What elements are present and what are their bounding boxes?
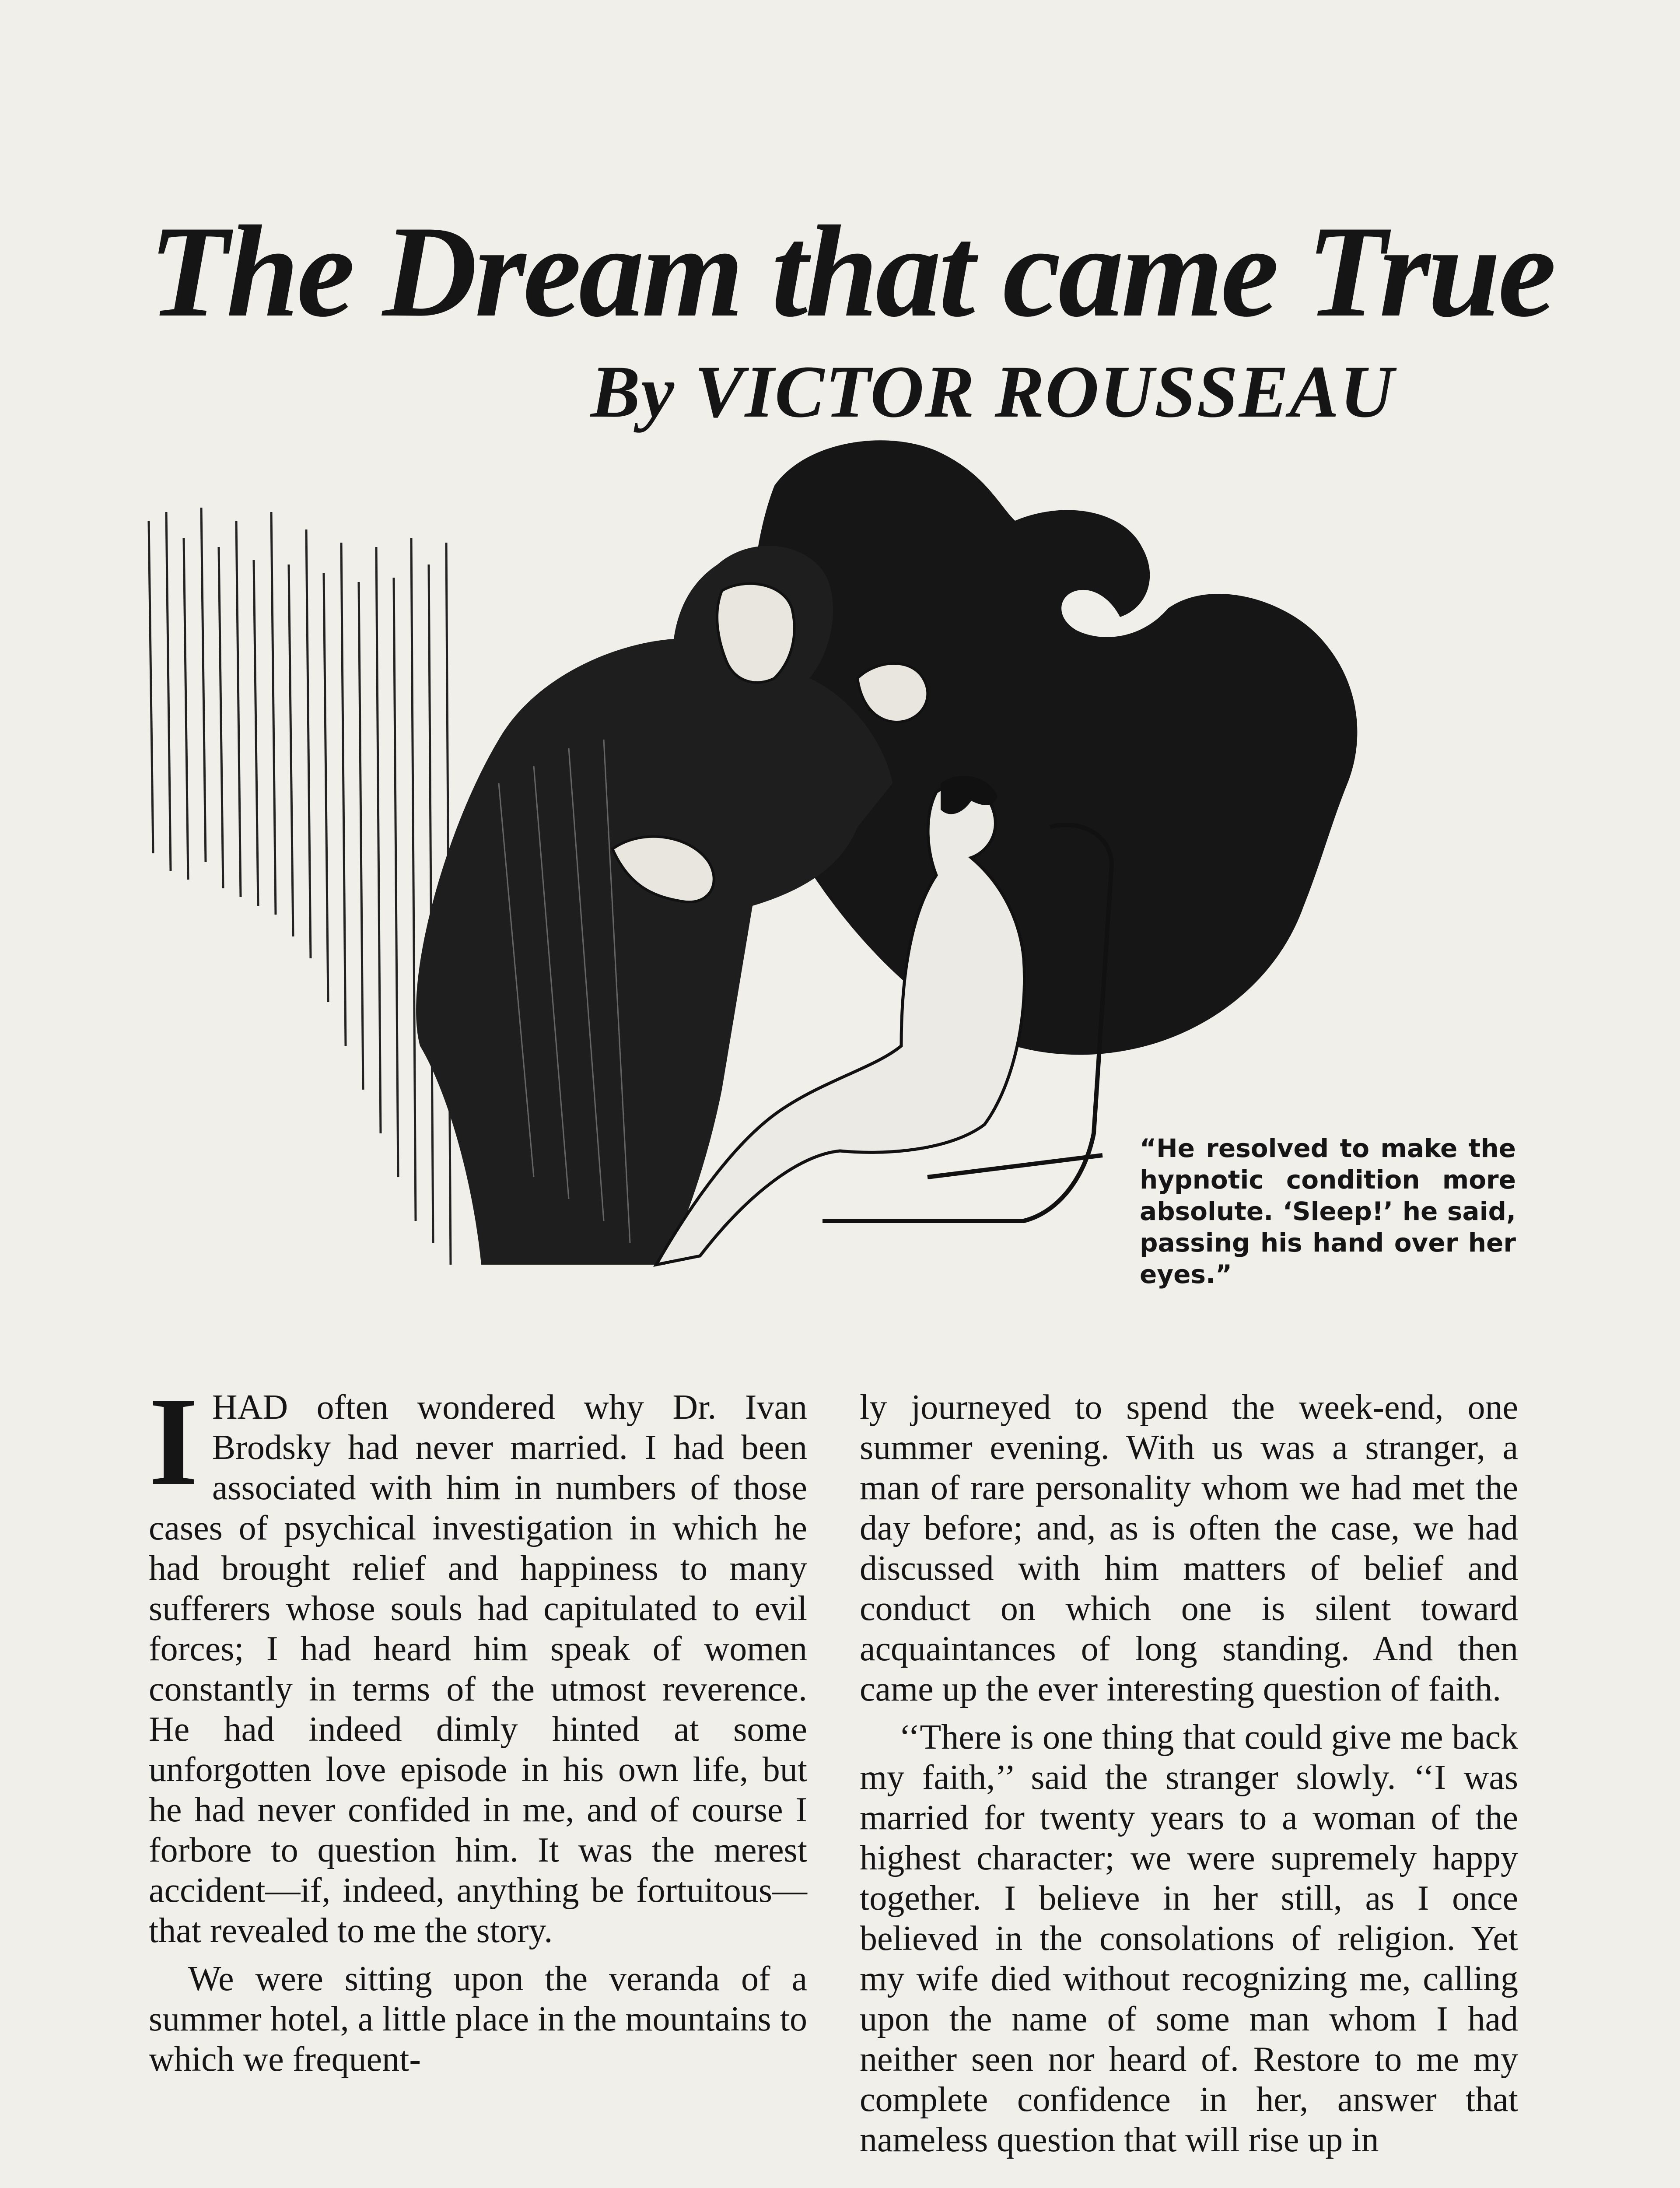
paragraph-text: HAD often wondered why Dr. Ivan Brodsky had never married. I had been associated with him in numbers of those cases of psychical investigation in which he had brought relief and happiness to many sufferers whose souls had capitulated to evil forces; I had heard him speak of women constantly in terms of the utmost reverence. He had indeed dimly hinted at some unforgotten love episode in his own life, but he had never confided in me, and of course I forbore to question him. It was the merest accident—if, indeed, anything be fortuitous—that revealed to me the story. — [149, 1388, 807, 1950]
article-column-right — [860, 1387, 1518, 2160]
paragraph: ‘‘There is one thing that could give me back my faith,’’ said the stranger slowly. ‘‘I was married for twenty years to a woman of the highest character; we were supremely happy together. I believe in her still, as I once believed in the consolations of religion. Yet my wife died without recognizing me, calling upon the name of some man whom I had neither seen nor heard of. Restore to me my complete confidence in her, answer that nameless question that will rise up in — [860, 1718, 1518, 2159]
paragraph: We were sitting upon the veranda of a summer hotel, a little place in the mountains to which we frequent- — [149, 1960, 807, 2079]
illustration-caption: “He resolved to make the hypnotic condition more absolute. ‘Sleep!’ he said, passing his hand over her eyes.” — [1140, 1133, 1516, 1289]
story-title: The Dream that came True — [149, 199, 1554, 344]
byline: By VICTOR ROUSSEAU — [591, 351, 1395, 433]
drop-cap: I — [149, 1371, 198, 1511]
opening-paragraph — [149, 1371, 807, 1951]
man-face — [717, 584, 794, 683]
man-figure — [416, 546, 892, 1265]
paragraph: ly journeyed to spend the week-end, one summer evening. With us was a stranger, a man of rare personality whom we had met the day before; and, as is often the case, we had discussed with him matters of belief and conduct on which one is silent toward acquaintances of long standing. And then came up the ever interesting question of faith. — [860, 1388, 1518, 1708]
article-column-left — [149, 1371, 807, 2079]
hatching-background — [149, 508, 451, 1265]
